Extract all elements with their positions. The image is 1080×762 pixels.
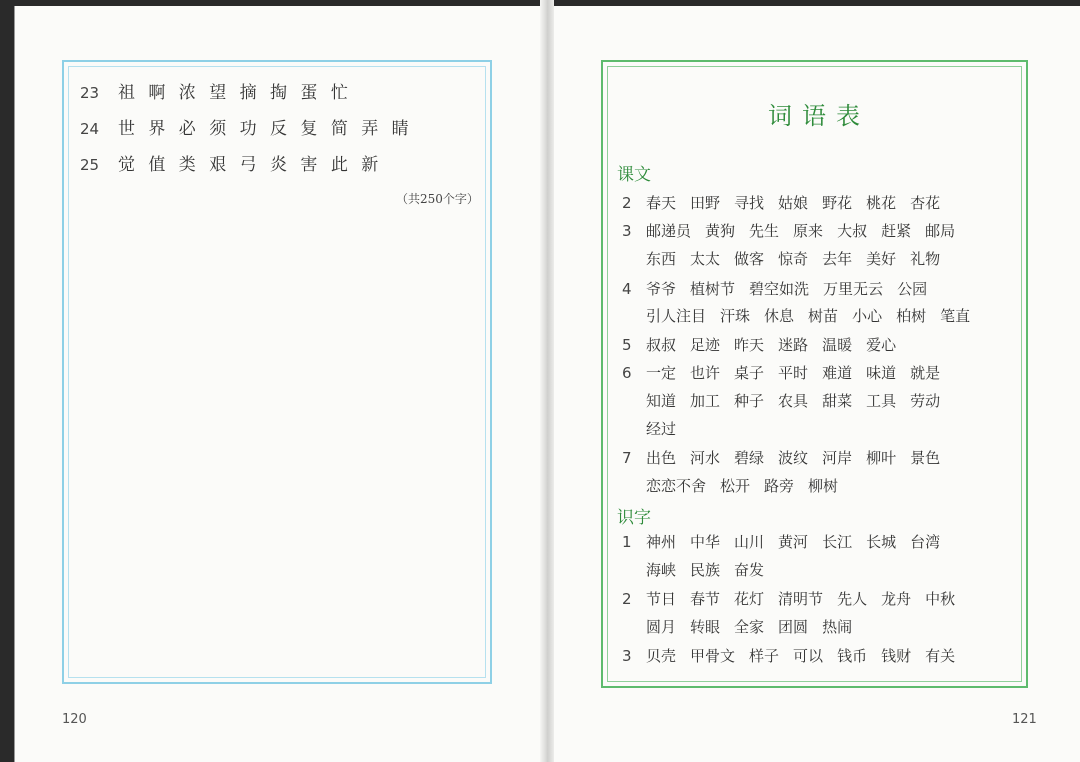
vocabulary-word: 植树节 <box>690 280 736 298</box>
lesson-number: 24 <box>80 120 100 138</box>
lesson-number: 7 <box>622 449 632 467</box>
vocabulary-word: 美好 <box>866 250 897 268</box>
vocabulary-word: 爱心 <box>866 336 897 354</box>
lesson-number: 6 <box>622 364 632 382</box>
word-list <box>646 305 984 327</box>
vocabulary-word: 黄河 <box>778 533 809 551</box>
vocabulary-word: 寻找 <box>734 194 765 212</box>
character-list: 觉 值 类 艰 弓 炎 害 此 新 <box>118 155 383 175</box>
vocabulary-word: 原来 <box>793 222 824 240</box>
vocabulary-word: 山川 <box>734 533 765 551</box>
vocabulary-word: 平时 <box>778 364 809 382</box>
vocabulary-word: 就是 <box>910 364 941 382</box>
vocabulary-word: 出色 <box>646 449 677 467</box>
vocabulary-word: 迷路 <box>778 336 809 354</box>
section-heading: 课文 <box>617 165 651 185</box>
vocabulary-word: 景色 <box>910 449 941 467</box>
character-row <box>80 81 352 105</box>
vocabulary-word: 春天 <box>646 194 677 212</box>
lesson-number: 3 <box>622 647 632 665</box>
word-list <box>646 362 954 384</box>
word-list <box>646 559 778 581</box>
vocabulary-word: 长城 <box>866 533 897 551</box>
vocabulary-word: 甲骨文 <box>690 647 736 665</box>
glossary-title: 词语表 <box>768 102 870 130</box>
vocabulary-word: 一定 <box>646 364 677 382</box>
vocabulary-word: 碧绿 <box>734 449 765 467</box>
vocabulary-word: 温暖 <box>822 336 853 354</box>
vocabulary-word: 加工 <box>690 392 721 410</box>
vocabulary-word: 花灯 <box>734 590 765 608</box>
vocabulary-word: 柳叶 <box>866 449 897 467</box>
lesson-number: 23 <box>80 84 100 102</box>
vocabulary-word: 柳树 <box>808 477 839 495</box>
vocabulary-word: 桌子 <box>734 364 765 382</box>
vocabulary-word: 圆月 <box>646 618 677 636</box>
word-list <box>646 390 954 412</box>
word-list <box>646 645 969 667</box>
vocabulary-word: 汗珠 <box>720 307 751 325</box>
character-list: 世 界 必 须 功 反 复 简 弄 睛 <box>118 119 413 139</box>
page-number-right: 121 <box>1012 712 1037 727</box>
vocabulary-word: 东西 <box>646 250 677 268</box>
lesson-number: 5 <box>622 336 632 354</box>
vocabulary-word: 赶紧 <box>881 222 912 240</box>
vocabulary-word: 劳动 <box>910 392 941 410</box>
vocabulary-word: 节日 <box>646 590 677 608</box>
word-list <box>646 334 910 356</box>
page-number-left: 120 <box>62 712 87 727</box>
vocabulary-word: 海峡 <box>646 561 677 579</box>
total-count-note: （共250个字） <box>396 192 479 206</box>
vocabulary-word: 知道 <box>646 392 677 410</box>
lesson-number: 3 <box>622 222 632 240</box>
word-list <box>646 616 866 638</box>
vocabulary-word: 经过 <box>646 420 677 438</box>
vocabulary-word: 休息 <box>764 307 795 325</box>
vocabulary-word: 桃花 <box>866 194 897 212</box>
vocabulary-word: 民族 <box>690 561 721 579</box>
character-row <box>80 117 413 141</box>
vocabulary-word: 也许 <box>690 364 721 382</box>
section-heading: 识字 <box>617 508 651 528</box>
vocabulary-word: 昨天 <box>734 336 765 354</box>
vocabulary-word: 叔叔 <box>646 336 677 354</box>
vocabulary-word: 甜菜 <box>822 392 853 410</box>
vocabulary-word: 碧空如洗 <box>749 280 810 298</box>
vocabulary-word: 万里无云 <box>823 280 884 298</box>
vocabulary-word: 中秋 <box>925 590 956 608</box>
lesson-number: 1 <box>622 533 632 551</box>
vocabulary-word: 有关 <box>925 647 956 665</box>
vocabulary-word: 做客 <box>734 250 765 268</box>
vocabulary-word: 笔直 <box>940 307 971 325</box>
book-spine <box>540 0 554 762</box>
word-list <box>646 475 852 497</box>
vocabulary-word: 难道 <box>822 364 853 382</box>
vocabulary-word: 农具 <box>778 392 809 410</box>
character-list: 祖 啊 浓 望 摘 掏 蛋 忙 <box>118 83 352 103</box>
vocabulary-word: 太太 <box>690 250 721 268</box>
vocabulary-word: 姑娘 <box>778 194 809 212</box>
vocabulary-word: 钱币 <box>837 647 868 665</box>
vocabulary-word: 清明节 <box>778 590 824 608</box>
vocabulary-word: 邮递员 <box>646 222 692 240</box>
word-list <box>646 447 954 469</box>
vocabulary-word: 足迹 <box>690 336 721 354</box>
vocabulary-word: 龙舟 <box>881 590 912 608</box>
vocabulary-word: 野花 <box>822 194 853 212</box>
vocabulary-word: 可以 <box>793 647 824 665</box>
vocabulary-word: 台湾 <box>910 533 941 551</box>
vocabulary-word: 转眼 <box>690 618 721 636</box>
vocabulary-word: 热闹 <box>822 618 853 636</box>
lesson-number: 4 <box>622 280 632 298</box>
lesson-number: 25 <box>80 156 100 174</box>
vocabulary-word: 礼物 <box>910 250 941 268</box>
word-list <box>646 531 954 553</box>
vocabulary-word: 长江 <box>822 533 853 551</box>
vocabulary-word: 柏树 <box>896 307 927 325</box>
vocabulary-word: 奋发 <box>734 561 765 579</box>
vocabulary-word: 引人注目 <box>646 307 707 325</box>
vocabulary-word: 黄狗 <box>705 222 736 240</box>
vocabulary-word: 惊奇 <box>778 250 809 268</box>
word-list <box>646 248 954 270</box>
vocabulary-word: 树苗 <box>808 307 839 325</box>
vocabulary-word: 工具 <box>866 392 897 410</box>
vocabulary-word: 河岸 <box>822 449 853 467</box>
vocabulary-word: 先人 <box>837 590 868 608</box>
vocabulary-word: 神州 <box>646 533 677 551</box>
vocabulary-word: 样子 <box>749 647 780 665</box>
vocabulary-word: 波纹 <box>778 449 809 467</box>
lesson-number: 2 <box>622 194 632 212</box>
vocabulary-word: 松开 <box>720 477 751 495</box>
vocabulary-word: 贝壳 <box>646 647 677 665</box>
vocabulary-word: 河水 <box>690 449 721 467</box>
lesson-number: 2 <box>622 590 632 608</box>
vocabulary-word: 大叔 <box>837 222 868 240</box>
vocabulary-word: 先生 <box>749 222 780 240</box>
vocabulary-word: 路旁 <box>764 477 795 495</box>
vocabulary-word: 去年 <box>822 250 853 268</box>
word-list <box>646 192 954 214</box>
vocabulary-word: 邮局 <box>925 222 956 240</box>
word-list <box>646 418 690 440</box>
vocabulary-word: 恋恋不舍 <box>646 477 707 495</box>
vocabulary-word: 全家 <box>734 618 765 636</box>
vocabulary-word: 小心 <box>852 307 883 325</box>
vocabulary-word: 种子 <box>734 392 765 410</box>
word-list <box>646 588 969 610</box>
vocabulary-word: 团圆 <box>778 618 809 636</box>
vocabulary-word: 春节 <box>690 590 721 608</box>
word-list <box>646 220 969 242</box>
vocabulary-word: 味道 <box>866 364 897 382</box>
vocabulary-word: 杏花 <box>910 194 941 212</box>
vocabulary-word: 田野 <box>690 194 721 212</box>
character-row <box>80 153 382 177</box>
vocabulary-word: 爷爷 <box>646 280 677 298</box>
vocabulary-word: 钱财 <box>881 647 912 665</box>
vocabulary-word: 公园 <box>897 280 928 298</box>
vocabulary-word: 中华 <box>690 533 721 551</box>
word-list <box>646 278 941 300</box>
